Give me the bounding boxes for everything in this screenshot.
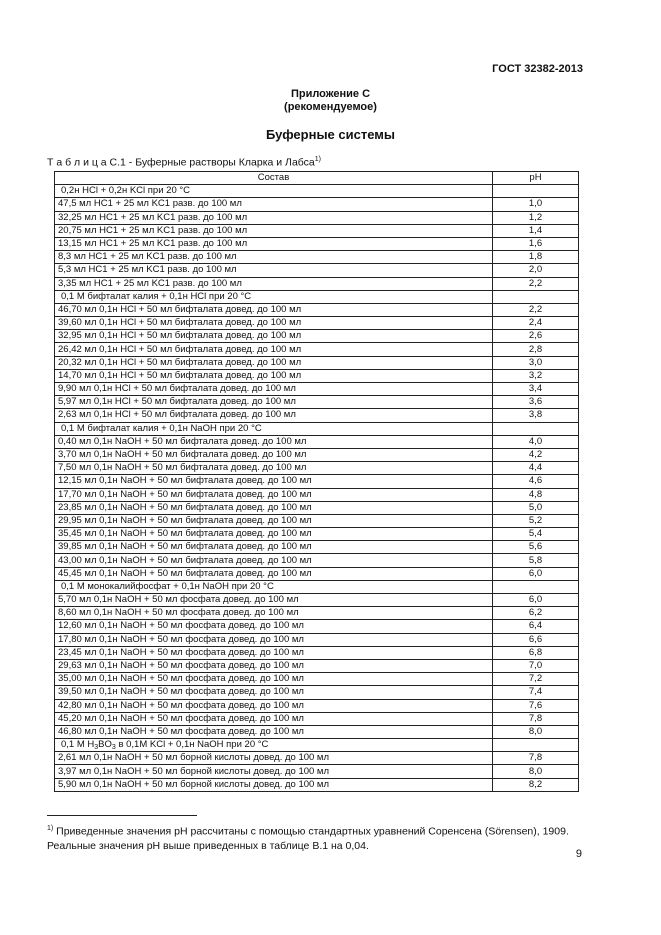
table-row bbox=[55, 778, 579, 791]
annex-heading bbox=[0, 88, 661, 114]
ph-cell: 5,8 bbox=[493, 554, 579, 567]
composition-cell: 0,1 М бифталат калия + 0,1н NaOH при 20 °С bbox=[55, 422, 493, 435]
ph-cell: 6,0 bbox=[493, 594, 579, 607]
ph-cell: 1,8 bbox=[493, 251, 579, 264]
footnote-marker: 1) bbox=[47, 825, 54, 832]
composition-cell: 32,25 мл HC1 + 25 мл KC1 разв. до 100 мл bbox=[55, 211, 493, 224]
table-header-row bbox=[55, 172, 579, 185]
ph-cell: 3,2 bbox=[493, 369, 579, 382]
table-row bbox=[55, 633, 579, 646]
ph-cell: 1,6 bbox=[493, 237, 579, 250]
composition-cell: 47,5 мл HC1 + 25 мл KC1 разв. до 100 мл bbox=[55, 198, 493, 211]
composition-cell: 13,15 мл HC1 + 25 мл KC1 разв. до 100 мл bbox=[55, 237, 493, 250]
composition-cell: 39,85 мл 0,1н NaOH + 50 мл бифталата довед. до 100 мл bbox=[55, 541, 493, 554]
ph-cell: 5,0 bbox=[493, 501, 579, 514]
table-row bbox=[55, 264, 579, 277]
composition-cell: 12,60 мл 0,1н NaOH + 50 мл фосфата довед. до 100 мл bbox=[55, 620, 493, 633]
table-row bbox=[55, 448, 579, 461]
table-row bbox=[55, 501, 579, 514]
standard-designation: ГОСТ 32382-2013 bbox=[492, 63, 583, 75]
table-row bbox=[55, 765, 579, 778]
ph-cell: 2,2 bbox=[493, 277, 579, 290]
composition-cell: 29,95 мл 0,1н NaOH + 50 мл бифталата довед. до 100 мл bbox=[55, 514, 493, 527]
table-group-row bbox=[55, 580, 579, 593]
composition-cell: 35,00 мл 0,1н NaOH + 50 мл фосфата довед. до 100 мл bbox=[55, 673, 493, 686]
composition-cell: 46,80 мл 0,1н NaOH + 50 мл фосфата довед. до 100 мл bbox=[55, 725, 493, 738]
table-row bbox=[55, 224, 579, 237]
ph-cell: 8,2 bbox=[493, 778, 579, 791]
composition-cell: 45,20 мл 0,1н NaOH + 50 мл фосфата довед. до 100 мл bbox=[55, 712, 493, 725]
composition-cell: 5,70 мл 0,1н NaOH + 50 мл фосфата довед. до 100 мл bbox=[55, 594, 493, 607]
table-row bbox=[55, 712, 579, 725]
column-header-composition: Состав bbox=[55, 172, 493, 185]
composition-cell: 5,90 мл 0,1н NaOH + 50 мл борной кислоты довед. до 100 мл bbox=[55, 778, 493, 791]
ph-cell: 2,6 bbox=[493, 330, 579, 343]
table-row bbox=[55, 752, 579, 765]
ph-cell: 7,0 bbox=[493, 659, 579, 672]
table-row bbox=[55, 396, 579, 409]
composition-cell: 14,70 мл 0,1н HCl + 50 мл бифталата довед. до 100 мл bbox=[55, 369, 493, 382]
composition-cell: 5,97 мл 0,1н HCl + 50 мл бифталата довед. до 100 мл bbox=[55, 396, 493, 409]
table-row bbox=[55, 369, 579, 382]
ph-cell: 4,6 bbox=[493, 475, 579, 488]
table-row bbox=[55, 646, 579, 659]
composition-cell: 8,3 мл HC1 + 25 мл KC1 разв. до 100 мл bbox=[55, 251, 493, 264]
table-row bbox=[55, 211, 579, 224]
table-row bbox=[55, 567, 579, 580]
ph-cell: 3,0 bbox=[493, 356, 579, 369]
ph-cell: 2,8 bbox=[493, 343, 579, 356]
ph-cell: 5,4 bbox=[493, 528, 579, 541]
footnote bbox=[47, 822, 587, 853]
composition-cell: 32,95 мл 0,1н HCl + 50 мл бифталата довед. до 100 мл bbox=[55, 330, 493, 343]
table-row bbox=[55, 383, 579, 396]
ph-cell: 6,6 bbox=[493, 633, 579, 646]
table-row bbox=[55, 699, 579, 712]
table-row bbox=[55, 554, 579, 567]
ph-cell: 7,4 bbox=[493, 686, 579, 699]
table-row bbox=[55, 475, 579, 488]
table-row bbox=[55, 725, 579, 738]
composition-cell: 8,60 мл 0,1н NaOH + 50 мл фосфата довед. до 100 мл bbox=[55, 607, 493, 620]
ph-cell: 4,2 bbox=[493, 448, 579, 461]
composition-cell: 39,50 мл 0,1н NaOH + 50 мл фосфата довед. до 100 мл bbox=[55, 686, 493, 699]
ph-cell: 5,6 bbox=[493, 541, 579, 554]
ph-cell: 7,2 bbox=[493, 673, 579, 686]
composition-cell: 0,1 М $H_3BO_3$ в 0,1М KCl + 0,1н NaOH при 20 °С bbox=[55, 739, 493, 752]
table-row bbox=[55, 343, 579, 356]
caption-text: Буферные растворы Кларка и Лабса bbox=[135, 156, 315, 169]
ph-cell: 6,0 bbox=[493, 567, 579, 580]
caption-prefix: Т а б л и ц а С.1 - bbox=[47, 156, 136, 169]
table-row bbox=[55, 488, 579, 501]
composition-cell: 20,75 мл HC1 + 25 мл KC1 разв. до 100 мл bbox=[55, 224, 493, 237]
table-group-row bbox=[55, 422, 579, 435]
ph-cell: 1,2 bbox=[493, 211, 579, 224]
table-row bbox=[55, 409, 579, 422]
composition-cell: 5,3 мл HC1 + 25 мл KC1 разв. до 100 мл bbox=[55, 264, 493, 277]
table-row bbox=[55, 594, 579, 607]
table-body bbox=[55, 185, 579, 792]
buffer-table bbox=[54, 171, 579, 792]
ph-cell: 3,6 bbox=[493, 396, 579, 409]
composition-cell: 23,45 мл 0,1н NaOH + 50 мл фосфата довед. до 100 мл bbox=[55, 646, 493, 659]
table-caption bbox=[47, 156, 321, 169]
composition-cell: 35,45 мл 0,1н NaOH + 50 мл бифталата довед. до 100 мл bbox=[55, 528, 493, 541]
table-row bbox=[55, 514, 579, 527]
ph-cell bbox=[493, 580, 579, 593]
table-row bbox=[55, 435, 579, 448]
table-row bbox=[55, 237, 579, 250]
ph-cell: 7,8 bbox=[493, 752, 579, 765]
ph-cell: 4,4 bbox=[493, 462, 579, 475]
table-row bbox=[55, 528, 579, 541]
ph-cell: 7,6 bbox=[493, 699, 579, 712]
table-row bbox=[55, 277, 579, 290]
page-number: 9 bbox=[575, 848, 582, 860]
table-row bbox=[55, 673, 579, 686]
composition-cell: 3,70 мл 0,1н NaOH + 50 мл бифталата довед. до 100 мл bbox=[55, 448, 493, 461]
table-group-row bbox=[55, 185, 579, 198]
footnote-text: Приведенные значения pH рассчитаны с помощью стандартных уравнений Соренсена (Sörensen), 1909. Реальные значения pH выше приведенных в таблице В.1 на 0,04. bbox=[47, 825, 569, 852]
table-group-row bbox=[55, 739, 579, 752]
table-row bbox=[55, 356, 579, 369]
composition-cell: 23,85 мл 0,1н NaOH + 50 мл бифталата довед. до 100 мл bbox=[55, 501, 493, 514]
composition-cell: 45,45 мл 0,1н NaOH + 50 мл бифталата довед. до 100 мл bbox=[55, 567, 493, 580]
footnote-rule bbox=[47, 815, 197, 816]
composition-cell: 7,50 мл 0,1н NaOH + 50 мл бифталата довед. до 100 мл bbox=[55, 462, 493, 475]
table-row bbox=[55, 462, 579, 475]
table-row bbox=[55, 541, 579, 554]
composition-cell: 17,70 мл 0,1н NaOH + 50 мл бифталата довед. до 100 мл bbox=[55, 488, 493, 501]
ph-cell: 6,4 bbox=[493, 620, 579, 633]
table-row bbox=[55, 607, 579, 620]
ph-cell: 6,8 bbox=[493, 646, 579, 659]
ph-cell: 5,2 bbox=[493, 514, 579, 527]
table-row bbox=[55, 198, 579, 211]
ph-cell: 6,2 bbox=[493, 607, 579, 620]
section-title: Буферные системы bbox=[266, 127, 395, 142]
table-row bbox=[55, 659, 579, 672]
composition-cell: 0,2н HCl + 0,2н KCl при 20 °С bbox=[55, 185, 493, 198]
ph-cell: 3,4 bbox=[493, 383, 579, 396]
annex-kind: (рекомендуемое) bbox=[284, 101, 377, 113]
ph-cell: 4,0 bbox=[493, 435, 579, 448]
composition-cell: 9,90 мл 0,1н HCl + 50 мл бифталата довед. до 100 мл bbox=[55, 383, 493, 396]
composition-cell: 46,70 мл 0,1н HCl + 50 мл бифталата довед. до 100 мл bbox=[55, 303, 493, 316]
table-row bbox=[55, 251, 579, 264]
annex-title: Приложение С bbox=[290, 88, 371, 100]
ph-cell: 4,8 bbox=[493, 488, 579, 501]
ph-cell: 8,0 bbox=[493, 725, 579, 738]
ph-cell: 2,4 bbox=[493, 317, 579, 330]
composition-cell: 0,1 М монокалийфосфат + 0,1н NaOH при 20 °С bbox=[55, 580, 493, 593]
ph-cell: 1,4 bbox=[493, 224, 579, 237]
ph-cell: 2,0 bbox=[493, 264, 579, 277]
column-header-ph: pH bbox=[493, 172, 579, 185]
ph-cell: 1,0 bbox=[493, 198, 579, 211]
composition-cell: 39,60 мл 0,1н HCl + 50 мл бифталата довед. до 100 мл bbox=[55, 317, 493, 330]
composition-cell: 29,63 мл 0,1н NaOH + 50 мл фосфата довед. до 100 мл bbox=[55, 659, 493, 672]
ph-cell: 7,8 bbox=[493, 712, 579, 725]
table-row bbox=[55, 330, 579, 343]
ph-cell bbox=[493, 422, 579, 435]
composition-cell: 0,1 М бифталат калия + 0,1н HCl при 20 °С bbox=[55, 290, 493, 303]
ph-cell: 3,8 bbox=[493, 409, 579, 422]
composition-cell: 3,35 мл HC1 + 25 мл KC1 разв. до 100 мл bbox=[55, 277, 493, 290]
caption-note: 1) bbox=[314, 156, 322, 163]
table-group-row bbox=[55, 290, 579, 303]
table-row bbox=[55, 317, 579, 330]
composition-cell: 42,80 мл 0,1н NaOH + 50 мл фосфата довед. до 100 мл bbox=[55, 699, 493, 712]
ph-cell bbox=[493, 290, 579, 303]
ph-cell bbox=[493, 185, 579, 198]
composition-cell: 20,32 мл 0,1н HCl + 50 мл бифталата довед. до 100 мл bbox=[55, 356, 493, 369]
composition-cell: 2,61 мл 0,1н NaOH + 50 мл борной кислоты довед. до 100 мл bbox=[55, 752, 493, 765]
composition-cell: 17,80 мл 0,1н NaOH + 50 мл фосфата довед. до 100 мл bbox=[55, 633, 493, 646]
ph-cell: 2,2 bbox=[493, 303, 579, 316]
composition-cell: 26,42 мл 0,1н HCl + 50 мл бифталата довед. до 100 мл bbox=[55, 343, 493, 356]
composition-cell: 0,40 мл 0,1н NaOH + 50 мл бифталата довед. до 100 мл bbox=[55, 435, 493, 448]
table-row bbox=[55, 303, 579, 316]
table-row bbox=[55, 686, 579, 699]
composition-cell: 2,63 мл 0,1н HCl + 50 мл бифталата довед. до 100 мл bbox=[55, 409, 493, 422]
composition-cell: 3,97 мл 0,1н NaOH + 50 мл борной кислоты довед. до 100 мл bbox=[55, 765, 493, 778]
ph-cell: 8,0 bbox=[493, 765, 579, 778]
composition-cell: 43,00 мл 0,1н NaOH + 50 мл бифталата довед. до 100 мл bbox=[55, 554, 493, 567]
table-row bbox=[55, 620, 579, 633]
composition-cell: 12,15 мл 0,1н NaOH + 50 мл бифталата довед. до 100 мл bbox=[55, 475, 493, 488]
ph-cell bbox=[493, 739, 579, 752]
